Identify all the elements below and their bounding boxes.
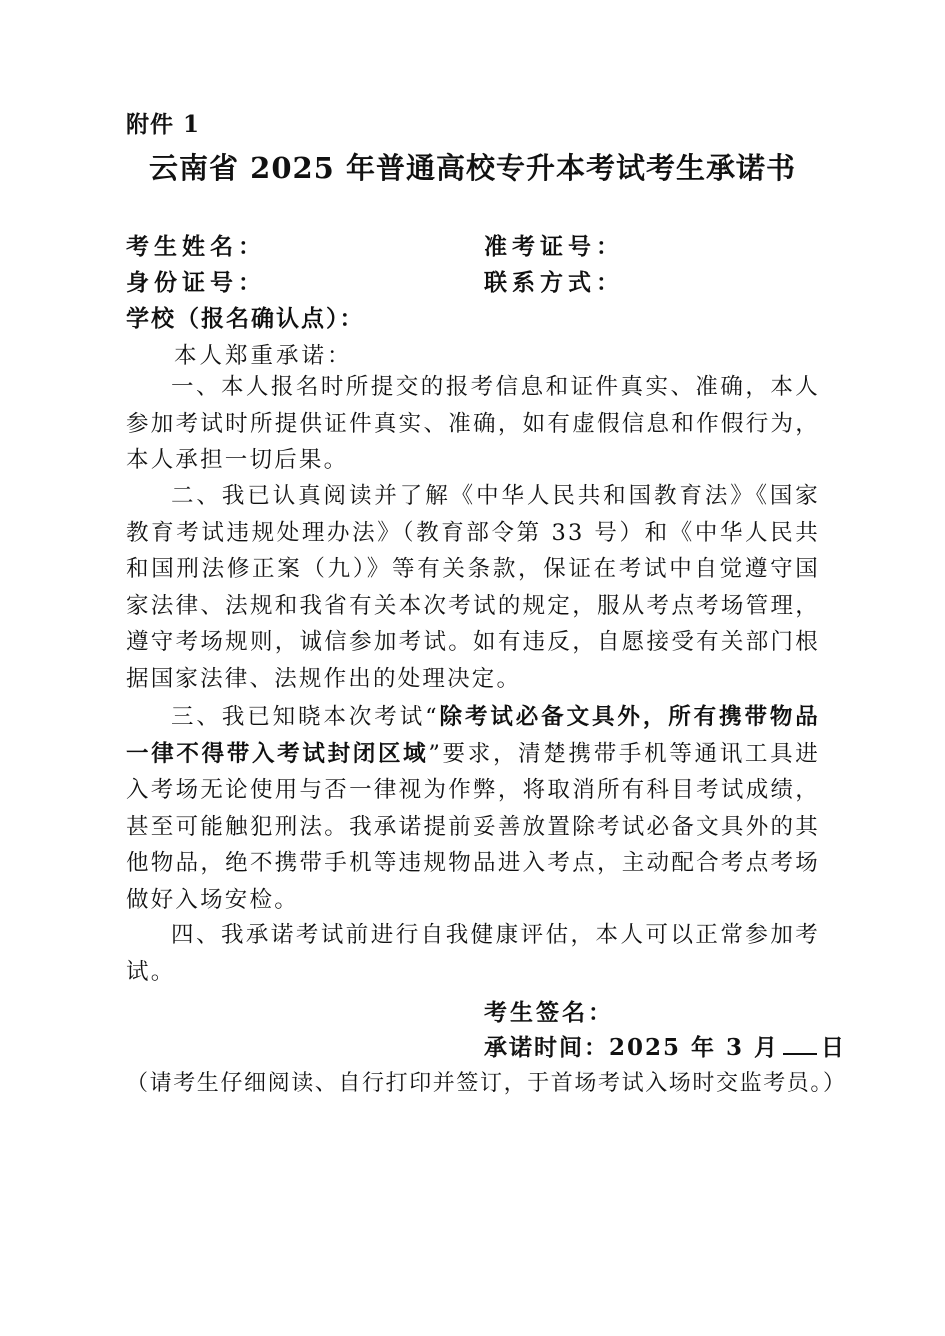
clause-3 [126,699,820,919]
clause-3-prefix: 三、我已知晓本次考试“ [171,704,439,730]
field-ticket-label: 准考证号： [484,233,624,260]
clause-2: 二、我已认真阅读并了解《中华人民共和国教育法》《国家教育考试违规处理办法》（教育部令第 33 号）和《中华人民共和国刑法修正案（九）》等有关条款，保证在考试中自觉遵守国家法律、法规和我省有关本次考试的规定，服从考点考场管理，遵守考场规则，诚信参加考试。如有违反，自愿接受有关部门根据国家法律、法规作出的处理决定。 [126,483,820,692]
document-title: 云南省 2025 年普通高校专升本考试考生承诺书 [149,151,796,185]
day-blank[interactable] [783,1033,817,1055]
field-school-label: 学校（报名确认点）： [126,305,365,332]
field-name-label: 考生姓名： [126,233,266,260]
clause-1: 一、本人报名时所提交的报考信息和证件真实、准确，本人参加考试时所提供证件真实、准确，如有虚假信息和作假行为，本人承担一切后果。 [126,374,820,474]
field-contact-label: 联系方式： [484,269,624,296]
attachment-label: 附件 1 [126,111,201,138]
clause-4: 四、我承诺考试前进行自我健康评估，本人可以正常参加考试。 [126,922,820,985]
field-id-label: 身份证号： [126,269,266,296]
clause-3-emphasis: 除考试必备文具外，所有携带物品一律不得带入考试封闭区域 [126,704,820,767]
signature-label: 考生签名： [484,999,614,1026]
date-prefix: 承诺时间：2025 年 3 月 [484,1034,780,1061]
footer-note: （请考生仔细阅读、自行打印并签订，于首场考试入场时交监考员。） [126,1071,847,1096]
signature-date [484,1029,846,1062]
clause-3-suffix: ”要求，清楚携带手机等通讯工具进入考场无论使用与否一律视为作弊，将取消所有科目考试成绩，甚至可能触犯刑法。我承诺提前妥善放置除考试必备文具外的其他物品，绝不携带手机等违规物品进入考点，主动配合考点考场做好入场安检。 [126,740,820,913]
commitment-lead: 本人郑重承诺： [174,343,353,369]
date-suffix: 日 [821,1034,847,1061]
